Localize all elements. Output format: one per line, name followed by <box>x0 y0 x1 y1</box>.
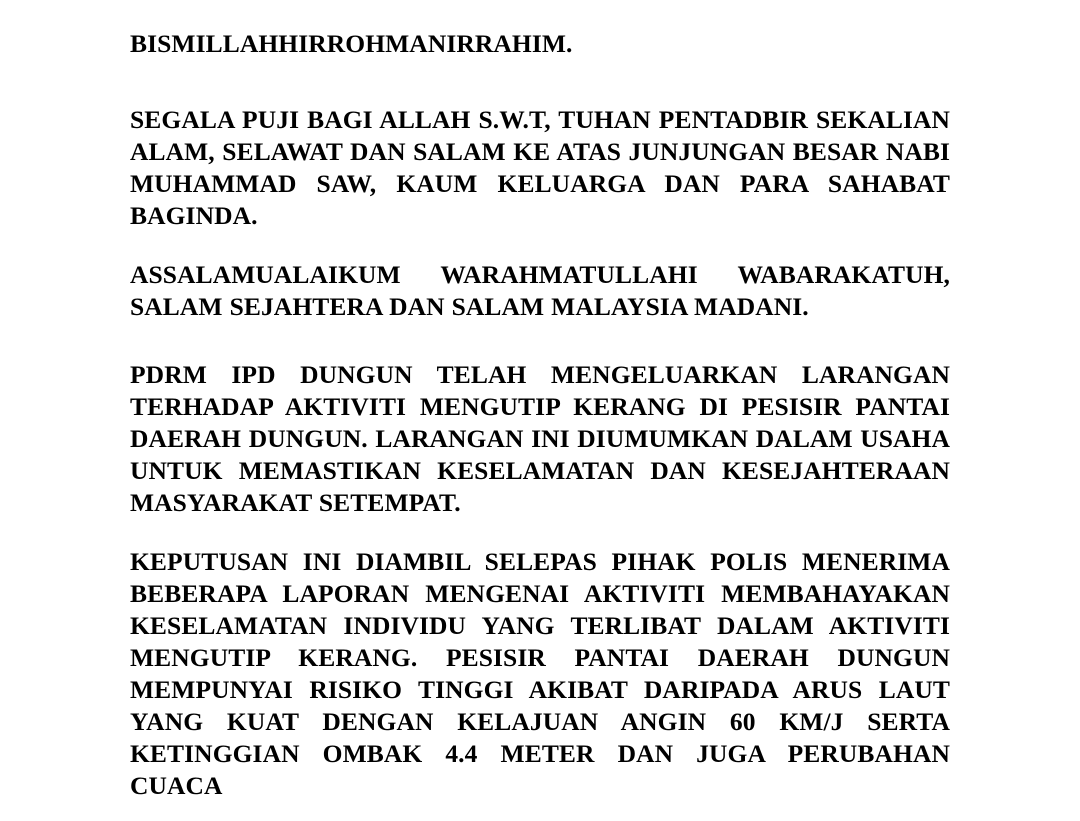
paragraph-reason: KEPUTUSAN INI DIAMBIL SELEPAS PIHAK POLIS MENERIMA BEBERAPA LAPORAN MENGENAI AKTIVITI MEMBAHAYAKAN KESELAMATAN INDIVIDU YANG TERLIBAT DALAM AKTIVITI MENGUTIP KERANG. PESISIR PANTAI DAERAH DUNGUN MEMPUNYAI RISIKO TINGGI AKIBAT DARIPADA ARUS LAUT YANG KUAT DENGAN KELAJUAN ANGIN 60 KM/J SERTA KETINGGIAN OMBAK 4.4 METER DAN JUGA PERUBAHAN CUACA <box>130 547 950 800</box>
paragraph-praise: SEGALA PUJI BAGI ALLAH S.W.T, TUHAN PENTADBIR SEKALIAN ALAM, SELAWAT DAN SALAM KE ATAS JUNJUNGAN BESAR NABI MUHAMMAD SAW, KAUM KELUARGA DAN PARA SAHABAT BAGINDA. <box>130 105 950 230</box>
paragraph-greeting: ASSALAMUALAIKUM WARAHMATULLAHI WABARAKATUH, SALAM SEJAHTERA DAN SALAM MALAYSIA MADANI. <box>130 260 950 321</box>
paragraph-spacer <box>130 323 950 359</box>
paragraph-bismillah: BISMILLAHHIRROHMANIRRAHIM. <box>130 29 573 58</box>
paragraph-prohibition: PDRM IPD DUNGUN TELAH MENGELUARKAN LARANGAN TERHADAP AKTIVITI MENGUTIP KERANG DI PESISIR PANTAI DAERAH DUNGUN. LARANGAN INI DIUMUMKAN DALAM USAHA UNTUK MEMASTIKAN KESELAMATAN DAN KESEJAHTERAAN MASYARAKAT SETEMPAT. <box>130 360 950 517</box>
document-body <box>130 28 950 802</box>
paragraph-spacer <box>130 232 950 259</box>
paragraph-spacer <box>130 519 950 546</box>
paragraph-spacer <box>130 60 950 104</box>
